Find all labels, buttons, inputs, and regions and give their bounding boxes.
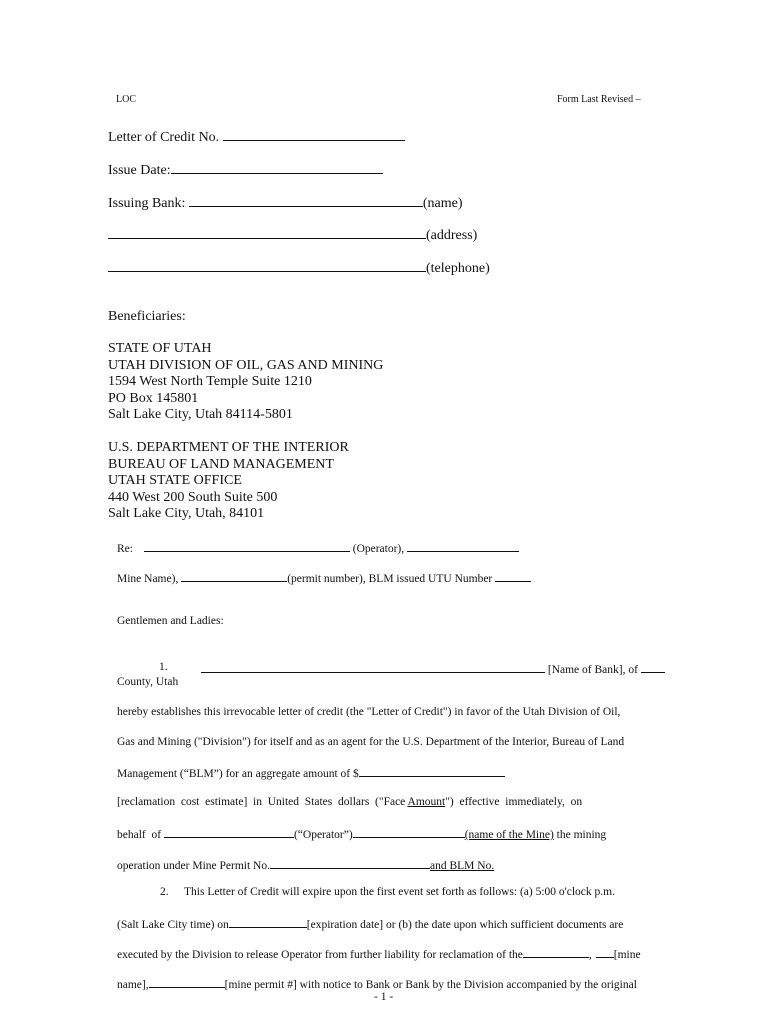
- issuing-bank-row: [108, 195, 463, 212]
- para1-line4: [117, 796, 582, 808]
- operator-name-blank: [164, 826, 294, 838]
- behalf-text: behalf of: [117, 829, 162, 841]
- permit-no-blank: [270, 857, 430, 869]
- mine-blank: [596, 946, 614, 958]
- para2-line2: [117, 916, 623, 931]
- re-label: Re:: [117, 543, 133, 555]
- expiration-text: [expiration date] or (b) the date upon which sufficient documents are: [306, 919, 624, 931]
- bank-name-blank: [189, 195, 423, 207]
- amount-blank: [359, 765, 505, 777]
- blm-no-text: and BLM No.: [429, 860, 495, 872]
- header-right: Form Last Revised –: [557, 94, 641, 105]
- para1-bank-row: [201, 661, 665, 676]
- slc-time-text: (Salt Lake City time) on: [117, 919, 229, 931]
- telephone-row: [108, 260, 490, 277]
- bank-text: [Name of Bank], of: [547, 664, 638, 676]
- address-line: PO Box 145801: [108, 390, 199, 406]
- mining-text: the mining: [553, 829, 607, 841]
- permit-text: (permit number), BLM issued UTU Number: [287, 573, 493, 585]
- county-text: County, Utah: [117, 676, 179, 688]
- reclamation-blank: [523, 946, 589, 958]
- address-line: BUREAU OF LAND MANAGEMENT: [108, 456, 334, 472]
- bank-blank: [201, 661, 545, 673]
- issue-date-row: [108, 162, 383, 179]
- page-number: - 1 -: [374, 991, 394, 1003]
- address-line: Salt Lake City, Utah 84114-5801: [108, 407, 293, 422]
- permit-number-blank: [149, 976, 225, 988]
- utu-blank: [495, 570, 531, 582]
- para2-line1: This Letter of Credit will expire upon the first event set forth as follows: (a) 5:00 o'clock p.m.: [184, 886, 615, 898]
- loc-number-blank: [223, 129, 405, 141]
- loc-number-row: [108, 129, 405, 146]
- permit-no-text: operation under Mine Permit No.: [117, 860, 270, 872]
- face-amount: Amount: [407, 796, 446, 808]
- para2-line3: [117, 946, 641, 961]
- address-line: U.S. DEPARTMENT OF THE INTERIOR: [108, 440, 349, 455]
- beneficiaries-label: Beneficiaries:: [108, 309, 186, 324]
- para1-line5: [117, 826, 606, 841]
- para2-number: 2.: [160, 886, 169, 898]
- mine-bracket: [mine: [613, 949, 641, 961]
- para1-line6: [117, 857, 494, 872]
- address-line: STATE OF UTAH: [108, 341, 212, 356]
- address-line: 440 West 200 South Suite 500: [108, 489, 278, 505]
- re-blank: [144, 540, 350, 552]
- line4-end: ") effective immediately, on: [445, 796, 583, 808]
- line4-text: [reclamation cost estimate] in United States dollars ("Face: [117, 796, 408, 808]
- address-row: [108, 227, 477, 244]
- county-blank: [641, 661, 665, 673]
- re-row: [117, 540, 519, 555]
- para1-line3: [117, 765, 505, 780]
- para1-line2: Gas and Mining ("Division") for itself and as an agent for the U.S. Department of the Interior, Bureau of Land: [117, 736, 625, 748]
- beneficiary-utah: [108, 341, 383, 424]
- telephone-suffix: (telephone): [426, 261, 490, 276]
- beneficiary-blm: [108, 440, 349, 523]
- address-suffix: (address): [426, 228, 478, 243]
- para1-number: 1.: [159, 661, 168, 673]
- notice-text: [mine permit #] with notice to Bank or Bank by the Division accompanied by the original: [224, 979, 637, 991]
- release-text: executed by the Division to release Operator from further liability for reclamation of the: [117, 949, 523, 961]
- amount-text: Management (“BLM”) for an aggregate amount of $: [117, 768, 359, 780]
- operator-blank: [407, 540, 519, 552]
- issue-date-blank: [171, 162, 383, 174]
- issue-date-label: Issue Date:: [108, 163, 171, 178]
- telephone-blank: [108, 260, 426, 272]
- para1-line1: hereby establishes this irrevocable letter of credit (the "Letter of Credit") in favor of the Utah Division of Oil,: [117, 706, 621, 718]
- mine-name-row: [117, 570, 531, 585]
- address-line: 1594 West North Temple Suite 1210: [108, 374, 312, 389]
- operator-label: (“Operator”): [293, 829, 353, 841]
- address-blank: [108, 227, 426, 239]
- mine-name-label: (name of the Mine): [464, 829, 554, 841]
- comma: ,: [588, 949, 592, 961]
- permit-blank: [181, 570, 287, 582]
- bank-name-suffix: (name): [422, 196, 463, 211]
- name-bracket: name],: [117, 979, 149, 991]
- address-line: UTAH DIVISION OF OIL, GAS AND MINING: [108, 357, 384, 373]
- header-left: LOC: [116, 94, 136, 105]
- address-line: Salt Lake City, Utah, 84101: [108, 506, 265, 521]
- issuing-bank-label: Issuing Bank:: [108, 196, 186, 211]
- loc-number-label: Letter of Credit No.: [108, 130, 220, 145]
- mine-name-blank: [353, 826, 465, 838]
- expiration-blank: [229, 916, 307, 928]
- address-line: UTAH STATE OFFICE: [108, 473, 242, 488]
- para2-line4: [117, 976, 637, 991]
- mine-name-label: Mine Name),: [117, 573, 179, 585]
- salutation: Gentlemen and Ladies:: [117, 615, 224, 627]
- re-operator: (Operator),: [352, 543, 405, 555]
